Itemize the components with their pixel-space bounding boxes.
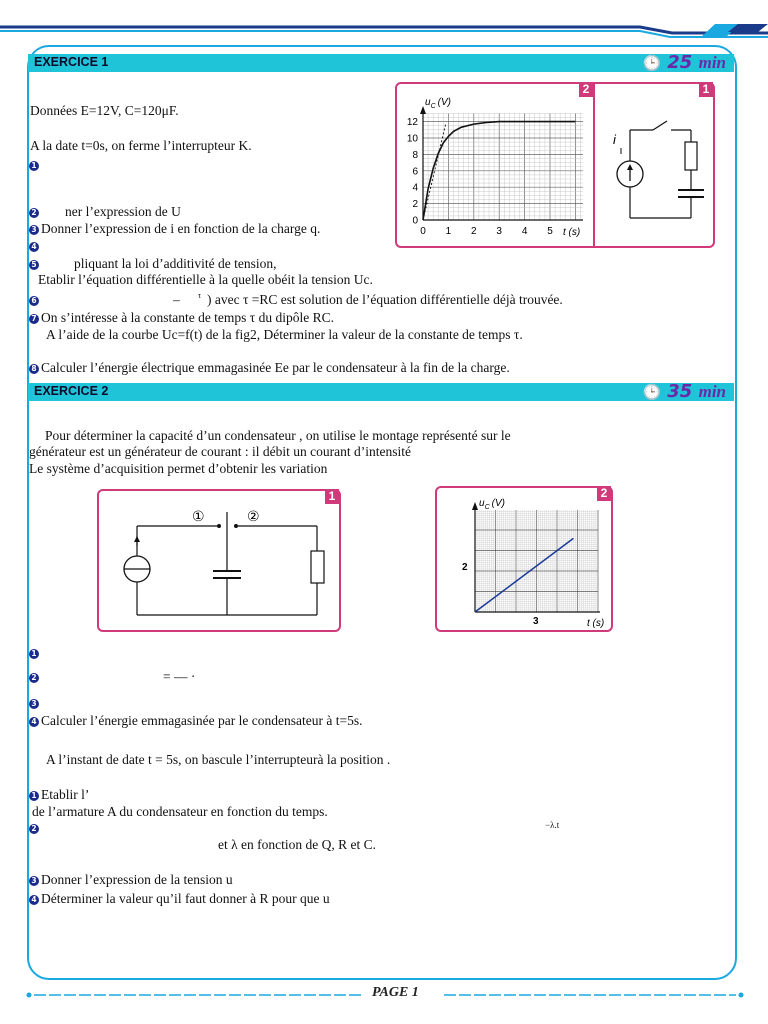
chart-xlabel: t (s) bbox=[563, 227, 581, 238]
ex2-exponent: −λ.t bbox=[545, 820, 560, 830]
ex2-intro-1: Pour déterminer la capacité d’un condensateur , on utilise le montage représenté sur le bbox=[45, 428, 511, 443]
ex1-fig2-tag: 2 bbox=[579, 82, 593, 97]
chart-xtick-label: 5 bbox=[547, 226, 553, 237]
exercise2-time-value: 35 bbox=[667, 381, 693, 402]
resistor bbox=[685, 142, 697, 170]
ex1-data-line: Données E=12V, C=120μF. bbox=[30, 103, 179, 118]
ex1-q7-text: A l’aide de la courbe Uc=f(t) de la fig2, Déterminer la valeur de la constante de temps τ. bbox=[46, 327, 523, 342]
chart-axes bbox=[420, 106, 583, 220]
ex1-q3: 3 Donner l’expression de i en fonction de la charge q. bbox=[29, 221, 320, 237]
ex2-intro-3: Le système d’acquisition permet d’obtenir les variation bbox=[29, 461, 328, 476]
bullet-3: 3 bbox=[29, 876, 39, 886]
ex1-q2: 2 ner l’expression de U bbox=[29, 204, 181, 220]
ex1-q1 bbox=[29, 157, 41, 173]
bullet-5: 5 bbox=[29, 260, 39, 270]
chart-xtick-label: 3 bbox=[496, 226, 502, 237]
ex2-p2-q4: 4 Déterminer la valeur qu’il faut donner à R pour que u bbox=[29, 891, 330, 907]
chart-ytick-label: 0 bbox=[412, 215, 418, 227]
chart-ylabel: $u_C$ (V) bbox=[425, 97, 451, 110]
ex2-p2-q2 bbox=[29, 820, 41, 836]
chart-xtick-label: 0 bbox=[420, 226, 426, 237]
exercise1-duration bbox=[643, 52, 726, 73]
ex1-q4 bbox=[29, 238, 41, 254]
ex2-fig1-tag: 1 bbox=[325, 489, 339, 504]
ex2-fig1 bbox=[97, 489, 341, 632]
ex2-p2-q1b: de l’armature A du condensateur en fonction du temps. bbox=[32, 804, 328, 819]
ex2-p1-q4: 4 Calculer l’énergie emmagasinée par le condensateur à t=5s. bbox=[29, 713, 362, 729]
ex2-fig2-tag: 2 bbox=[597, 486, 611, 501]
chart-ytick-label: 4 bbox=[412, 182, 418, 194]
bullet-3: 3 bbox=[29, 699, 39, 709]
bullet-2: 2 bbox=[29, 673, 39, 683]
chart-grid bbox=[475, 510, 598, 612]
clock-icon: 🕒 bbox=[642, 383, 662, 401]
bullet-1: 1 bbox=[29, 649, 39, 659]
chart-ytick-label: 8 bbox=[412, 149, 418, 161]
ex1-fig1-tag: 1 bbox=[699, 82, 713, 97]
ex1-circuit bbox=[595, 84, 713, 246]
ex1-q5: 5 pliquant la loi d’additivité de tension, bbox=[29, 256, 276, 272]
exercise1-time-unit: min bbox=[698, 53, 726, 72]
bullet-4: 4 bbox=[29, 717, 39, 727]
exercise2-title: EXERCICE 2 bbox=[34, 384, 109, 398]
chart-xtick-label: 1 bbox=[445, 226, 452, 237]
ex2-p1-q2: 2 = — · bbox=[29, 669, 41, 685]
exercise1-header bbox=[28, 54, 734, 72]
ex2-part2-intro: A l’instant de date t = 5s, on bascule l’interrupteurà la position . bbox=[46, 752, 391, 767]
chart-ytick-label: 2 bbox=[412, 199, 418, 211]
bullet-6: 6 bbox=[29, 296, 39, 306]
ex2-fig2 bbox=[435, 486, 613, 632]
bullet-1: 1 bbox=[29, 791, 39, 801]
ex1-q7: 7 On s’intéresse à la constante de temps τ du dipôle RC. bbox=[29, 310, 334, 326]
ex2-circuit bbox=[99, 491, 339, 630]
bullet-2: 2 bbox=[29, 824, 39, 834]
chart-xtick: 3 bbox=[533, 616, 539, 627]
chart-xtick-label: 2 bbox=[471, 226, 477, 237]
ex2-p1-q1 bbox=[29, 645, 41, 661]
current-label: i bbox=[613, 132, 616, 147]
switch-k bbox=[653, 121, 667, 130]
ex1-chart bbox=[397, 84, 593, 246]
resistor bbox=[311, 551, 324, 583]
ex1-q8: 8 Calculer l’énergie électrique emmagasinée Ee par le condensateur à la fin de la charge. bbox=[29, 360, 510, 376]
ex2-p2-q2b: et λ en fonction de Q, R et C. bbox=[218, 837, 377, 852]
chart-ytick: 2 bbox=[462, 562, 468, 573]
ex2-p1-q3 bbox=[29, 695, 41, 711]
switch-position-2: ② bbox=[247, 508, 260, 524]
chart-xlabel: t (s) bbox=[587, 618, 605, 629]
ex1-q5-text: Etablir l’équation différentielle à la quelle obéit la tension Uc. bbox=[38, 272, 373, 287]
bullet-3: 3 bbox=[29, 225, 39, 235]
chart-grid bbox=[423, 113, 583, 220]
bullet-8: 8 bbox=[29, 364, 39, 374]
bullet-4: 4 bbox=[29, 242, 39, 252]
ex2-chart bbox=[437, 488, 611, 630]
exercise1-title: EXERCICE 1 bbox=[34, 55, 109, 69]
exercise2-duration bbox=[643, 381, 726, 402]
switch-position-1: ① bbox=[192, 508, 205, 524]
exercise2-header bbox=[28, 383, 734, 401]
chart-ylabel: $u_C$ (V) bbox=[479, 498, 505, 511]
clock-icon: 🕒 bbox=[642, 54, 662, 72]
chart-ytick-label: 10 bbox=[406, 133, 418, 145]
chart-ytick-label: 6 bbox=[412, 166, 418, 178]
ex1-q6: 6 – τ ) avec τ =RC est solution de l’équation différentielle déjà trouvée. bbox=[29, 292, 41, 308]
bullet-4: 4 bbox=[29, 895, 39, 905]
ex1-figures bbox=[395, 82, 715, 248]
chart-ytick-label: 12 bbox=[406, 117, 418, 129]
header-decoration bbox=[0, 0, 768, 50]
ex2-p2-q1: 1 Etablir l’ bbox=[29, 787, 89, 803]
chart-xtick-label: 4 bbox=[521, 226, 528, 237]
ex2-intro-2: générateur est un générateur de courant : il débit un courant d’intensité bbox=[29, 444, 411, 459]
bullet-2: 2 bbox=[29, 208, 39, 218]
exercise1-time-value: 25 bbox=[667, 52, 693, 73]
ex2-p2-q3: 3 Donner l’expression de la tension u bbox=[29, 872, 233, 888]
bullet-7: 7 bbox=[29, 314, 39, 324]
exercise2-time-unit: min bbox=[698, 382, 726, 401]
bullet-1: 1 bbox=[29, 161, 39, 171]
ex1-switch-line: A la date t=0s, on ferme l’interrupteur K. bbox=[30, 138, 252, 153]
page-number: PAGE 1 bbox=[372, 985, 419, 1000]
